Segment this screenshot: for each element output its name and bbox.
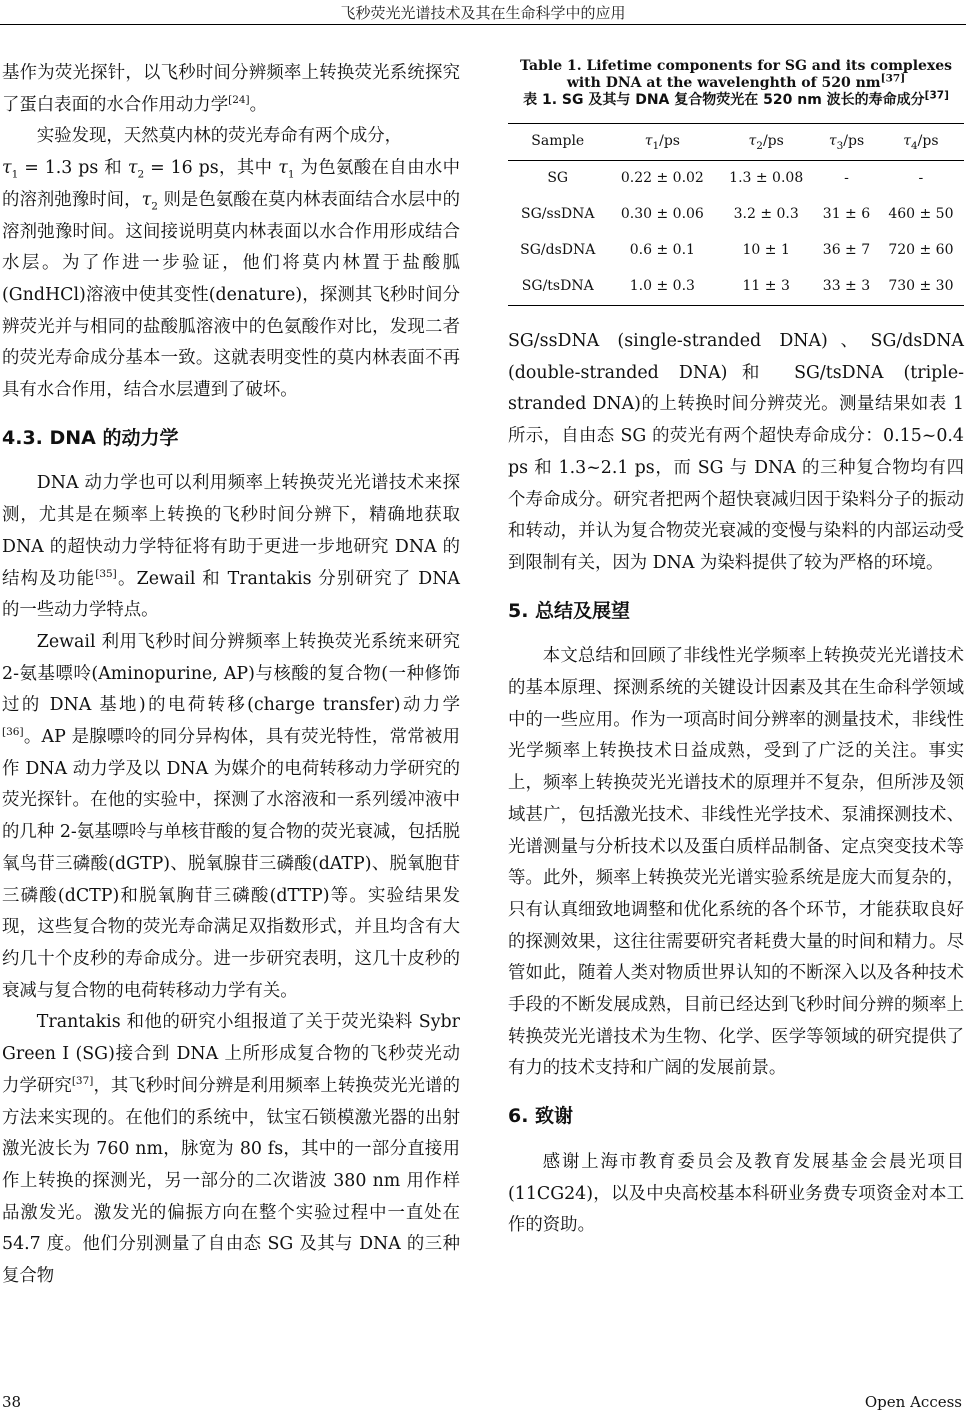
table-caption-cn: 表 1. SG 及其与 DNA 复合物荧光在 520 nm 波长的寿命成分[37] xyxy=(523,89,949,108)
table-cell: 1.0 ± 0.3 xyxy=(629,278,695,295)
table-cell: 720 ± 60 xyxy=(888,242,954,259)
col-header-tau4: $\tau_4/ps$ xyxy=(903,133,939,152)
lifetime-table xyxy=(508,123,964,306)
table-cell: SG/dsDNA xyxy=(520,242,596,259)
table-cell: 31 ± 6 xyxy=(822,206,871,223)
table-row xyxy=(508,269,964,306)
paragraph: SG/ssDNA (single-stranded DNA)、SG/dsDNA (double-stranded DNA)和 SG/tsDNA (triple-stranded DNA)的上转换时间分辨荧光。测量结果如表 1 所示，自由态 SG 的荧光有两个超快寿命成分：0.15~0.4 ps 和 1.3~2.1 ps，而 SG 与 DNA 的三种复合物均有四个寿命成分。研究者把两个超快衰减归因于染料分子的振动和转动，并认为复合物荧光衰减的变慢与染料的内部运动受到限制有关，因为 DNA 为染料提供了较为严格的环境。 xyxy=(508,331,964,573)
table-caption-en: Table 1. Lifetime components for SG and its complexes with DNA at the wavelenghth of 520 nm[37] xyxy=(519,58,953,91)
table-cell: 0.30 ± 0.06 xyxy=(620,206,704,223)
page-number: 38 xyxy=(2,1393,22,1411)
citation[interactable]: [37] xyxy=(924,89,949,102)
col-header-tau1: $\tau_1/ps$ xyxy=(644,133,680,152)
table-cell: - xyxy=(918,170,924,187)
citation[interactable]: [35] xyxy=(95,567,117,580)
table-row xyxy=(508,161,964,198)
paragraph: 感谢上海市教育委员会及教育发展基金会晨光项目(11CG24)，以及中央高校基本科研业务费专项资金对本工作的资助。 xyxy=(508,1151,964,1236)
citation[interactable]: [24] xyxy=(228,93,250,106)
table-header-row xyxy=(508,124,964,161)
publisher-label: Open Access xyxy=(864,1393,962,1411)
paragraph: 实验发现，天然莫内林的荧光寿命有两个成分， $\tau_1 = 1.3$ ps 和 $\tau_2 = 16$ ps，其中 $\tau_1$ 为色氨酸在自由水中的溶剂弛豫时间，$\tau_2$ 则是色氨酸在莫内林表面结合水层中的溶剂弛豫时间。这间接说明莫内林表面以水合作用形成结合水层。为了作进一步验证，他们将莫内林置于盐酸胍(GndHCl)溶液中使其变性(denature)，探测其飞秒时间分辨荧光并与相同的盐酸胍溶液中的色氨酸作对比，发现二者的荧光寿命成分基本一致。这就表明变性的莫内林表面不再具有水合作用，结合水层遭到了破坏。 xyxy=(2,126,460,401)
section-heading-5: 5. 总结及展望 xyxy=(508,599,631,622)
col-header-tau2: $\tau_2/ps$ xyxy=(748,133,784,152)
right-column xyxy=(508,58,964,1242)
section-heading-4-3: 4.3. DNA 的动力学 xyxy=(2,426,179,449)
table-cell: 10 ± 1 xyxy=(742,242,790,259)
table-cell: SG/ssDNA xyxy=(521,206,595,223)
table-cell: 33 ± 3 xyxy=(822,278,871,295)
table-cell: 36 ± 7 xyxy=(822,242,871,259)
paragraph: Zewail 利用飞秒时间分辨频率上转换荧光系统来研究 2-氨基嘌呤(Aminopurine, AP)与核酸的复合物(一种修饰过的 DNA 基地)的电荷转移(charge transfer)动力学[36]。AP 是腺嘌呤的同分异构体，具有荧光特性，常常被用作 DNA 动力学及以 DNA 为媒介的电荷转移动力学研究的荧光探针。在他的实验中，探测了水溶液和一系列缓冲液中的几种 2-氨基嘌呤与单核苷酸的复合物的荧光衰减，包括脱氧鸟苷三磷酸(dGTP)、脱氧腺苷三磷酸(dATP)、脱氧胞苷三磷酸(dCTP)和脱氧胸苷三磷酸(dTTP)等。实验结果发现，这些复合物的荧光寿命满足双指数形式，并且均含有大约几十个皮秒的寿命成分。进一步研究表明，这几十皮秒的衰减与复合物的电荷转移动力学有关。 xyxy=(2,631,460,1001)
col-header-sample: Sample xyxy=(531,133,585,150)
paragraph: 基作为荧光探针，以飞秒时间分辨频率上转换荧光系统探究了蛋白表面的水合作用动力学[24]。 xyxy=(2,63,460,115)
header-rule xyxy=(0,24,966,25)
table-cell: SG/tsDNA xyxy=(521,278,594,295)
citation[interactable]: [37] xyxy=(880,72,906,85)
table-cell: 0.6 ± 0.1 xyxy=(629,242,695,259)
paragraph: 本文总结和回顾了非线性光学频率上转换荧光光谱技术的基本原理、探测系统的关键设计因素及其在生命科学领域中的一些应用。作为一项高时间分辨率的测量技术，非线性光学频率上转换技术日益成熟，受到了广泛的关注。事实上，频率上转换荧光光谱技术的原理并不复杂，但所涉及领域甚广，包括激光技术、非线性光学技术、泵浦探测技术、光谱测量与分析技术以及蛋白质样品制备、定点突变技术等等。此外，频率上转换荧光光谱实验系统是庞大而复杂的，只有认真细致地调整和优化系统的各个环节，才能获取良好的探测效果，这往往需要研究者耗费大量的时间和精力。尽管如此，随着人类对物质世界认知的不断深入以及各种技术手段的不断发展成熟，目前已经达到飞秒时间分辨的频率上转换荧光光谱技术为生物、化学、医学等领域的研究提供了有力的技术支持和广阔的发展前景。 xyxy=(508,646,964,1079)
table-cell: 730 ± 30 xyxy=(888,278,954,295)
table-cell: 1.3 ± 0.08 xyxy=(729,170,804,187)
table-cell: 3.2 ± 0.3 xyxy=(733,206,799,223)
table-cell: 0.22 ± 0.02 xyxy=(620,170,704,187)
running-title: 飞秒荧光光谱技术及其在生命科学中的应用 xyxy=(340,4,626,22)
citation[interactable]: [37] xyxy=(71,1075,94,1087)
table-cell: - xyxy=(844,170,849,187)
table-row xyxy=(508,233,964,269)
left-column xyxy=(2,58,460,1293)
table-cell: 11 ± 3 xyxy=(742,278,790,295)
table-cell: 460 ± 50 xyxy=(888,206,954,223)
citation[interactable]: [36] xyxy=(2,726,24,739)
table-row xyxy=(508,197,964,233)
col-header-tau3: $\tau_3/ps$ xyxy=(828,133,865,152)
paragraph: DNA 动力学也可以利用频率上转换荧光光谱技术来探测，尤其是在频率上转换的飞秒时间分辨下，精确地获取 DNA 的超快动力学特征将有助于更进一步地研究 DNA 的结构及功能[35]。Zewail 和 Trantakis 分别研究了 DNA 的一些动力学特点。 xyxy=(2,473,460,621)
paragraph: Trantakis 和他的研究小组报道了关于荧光染料 Sybr Green I (SG)接合到 DNA 上所形成复合物的飞秒荧光动力学研究[37]，其飞秒时间分辨是利用频率上转换荧光光谱的方法来实现的。在他们的系统中，钛宝石锁模激光器的出射激光波长为 760 nm，脉宽为 80 fs，其中的一部分直接用作上转换的探测光，另一部分的二次谐波 380 nm 用作样品激发光。激发光的偏振方向在整个实验过程中一直处在 54.7 度。他们分别测量了自由态 SG 及其与 DNA 的三种复合物 xyxy=(2,1012,460,1287)
section-heading-6: 6. 致谢 xyxy=(508,1105,574,1128)
table-cell: SG xyxy=(547,170,569,187)
